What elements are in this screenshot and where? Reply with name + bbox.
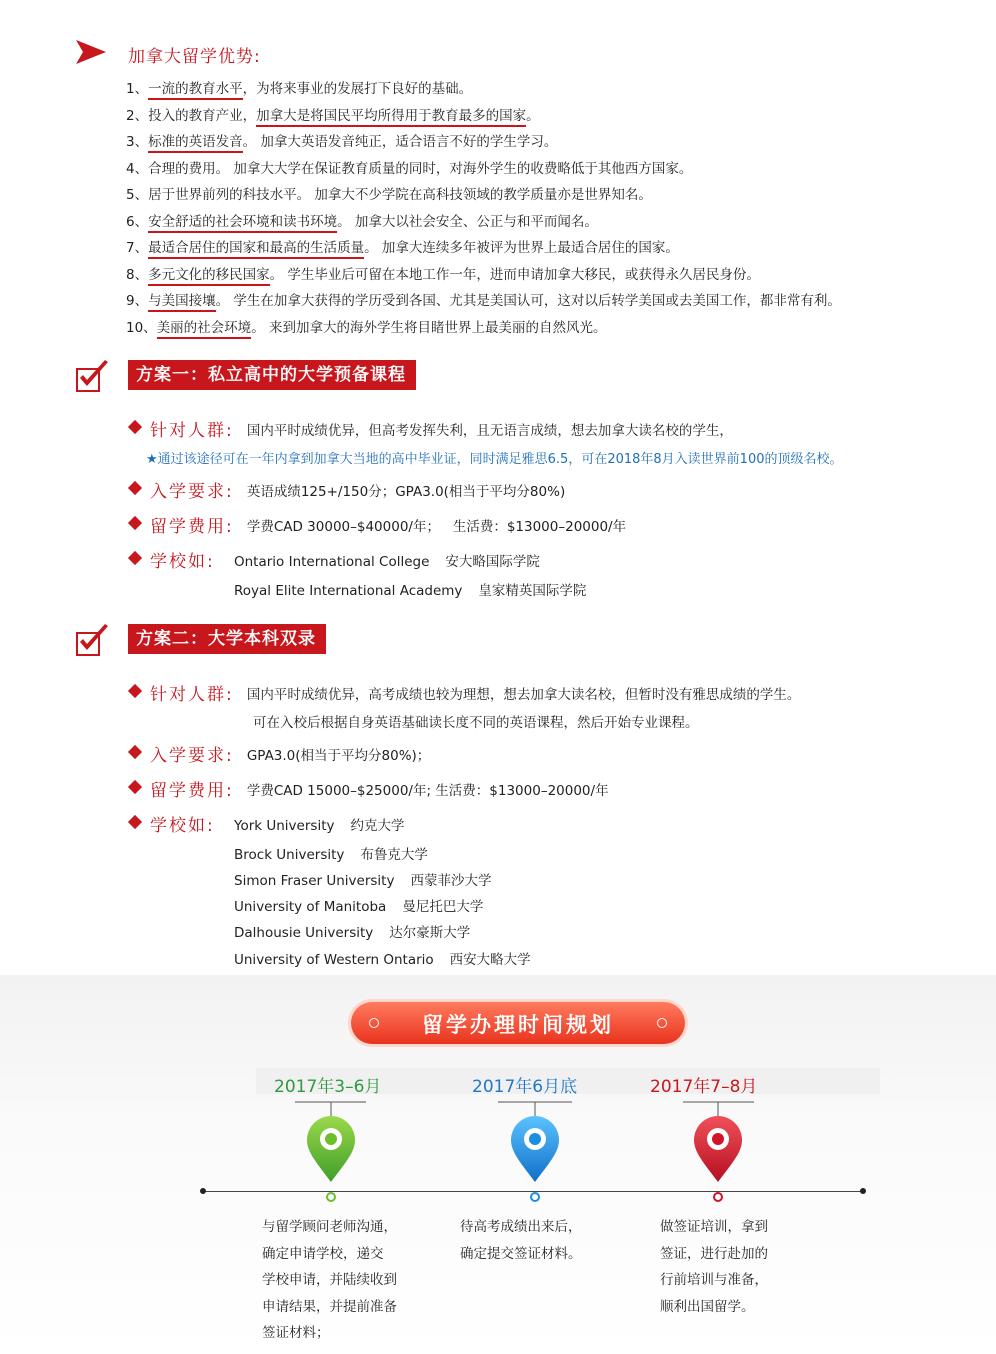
plan1-header bbox=[76, 360, 476, 396]
advantage-item bbox=[126, 184, 986, 211]
stage-desc-line: 行前培训与准备， bbox=[660, 1272, 768, 1288]
plan1-fee-text: 学费CAD 30000–$40000/年； 生活费：$13000–20000/年 bbox=[246, 518, 627, 535]
school-cn: 安大略国际学院 bbox=[445, 554, 540, 570]
advantage-rest: 。 加拿大英语发音纯正，适合语言不好的学生学习。 bbox=[242, 134, 558, 150]
advantage-highlight: 标准的英语发音 bbox=[148, 134, 243, 153]
diamond-bullet-icon bbox=[128, 419, 142, 433]
diamond-bullet-icon bbox=[128, 683, 142, 697]
plan1-target-label: 针对人群: bbox=[150, 421, 234, 441]
stage-date: 2017年7–8月 bbox=[650, 1077, 758, 1097]
plan2-school-item bbox=[234, 869, 491, 889]
plan1-req-text: 英语成绩125+/150分；GPA3.0(相当于平均分80%) bbox=[246, 483, 566, 500]
plan1-school-item bbox=[234, 579, 586, 599]
advantage-highlight: 美丽的社会环境 bbox=[157, 320, 252, 339]
school-en: University of Manitoba bbox=[234, 899, 387, 915]
stage-desc-line: 学校申请，并陆续收到 bbox=[262, 1272, 397, 1288]
advantage-highlight: 多元文化的移民国家 bbox=[148, 267, 270, 286]
plan2-target-text: 国内平时成绩优异，高考成绩也较为理想，想去加拿大读名校，但暂时没有雅思成绩的学生。 bbox=[246, 686, 801, 703]
advantage-pre: 合理的费用。 加拿大大学在保证教育质量的同时，对海外学生的收费略低于其他西方国家。 bbox=[148, 160, 693, 177]
stage-desc-line: 申请结果，并提前准备 bbox=[262, 1298, 397, 1315]
plan2-school-item bbox=[234, 921, 470, 941]
node-ring-blue bbox=[531, 1193, 539, 1201]
advantage-item bbox=[126, 158, 986, 185]
plan2-target-label: 针对人群: bbox=[150, 685, 234, 705]
school-en: Dalhousie University bbox=[234, 925, 374, 941]
stage-desc-line: 签证，进行赴加的 bbox=[660, 1245, 768, 1262]
school-cn: 皇家精英国际学院 bbox=[478, 583, 587, 599]
advantage-num: 6、 bbox=[126, 213, 149, 230]
checkbox-check-icon bbox=[76, 624, 110, 656]
advantage-item bbox=[126, 237, 986, 264]
advantage-rest: ，为将来事业的发展打下良好的基础。 bbox=[242, 81, 473, 97]
stage-desc bbox=[460, 1214, 582, 1267]
plan1-school-row bbox=[126, 547, 215, 572]
advantage-num: 4、 bbox=[126, 160, 149, 177]
node-ring-red bbox=[714, 1193, 722, 1201]
advantage-item bbox=[126, 290, 986, 317]
school-en: Royal Elite International Academy bbox=[234, 583, 463, 599]
stage-date: 2017年6月底 bbox=[472, 1077, 578, 1097]
advantage-pre: 投入的教育产业， bbox=[148, 107, 257, 124]
school-en: Brock University bbox=[234, 847, 345, 863]
school-cn: 达尔豪斯大学 bbox=[389, 925, 471, 941]
advantage-item bbox=[126, 78, 986, 105]
stage-desc bbox=[262, 1214, 397, 1347]
advantage-rest: 。 学生在加拿大获得的学历受到各国、尤其是美国认可，这对以后转学美国或去美国工作，都非常有利。 bbox=[215, 293, 841, 309]
plan2-target-row bbox=[126, 680, 800, 705]
advantage-highlight: 最适合居住的国家和最高的生活质量 bbox=[148, 240, 364, 259]
checkbox-check-icon bbox=[76, 360, 110, 392]
advantages-title: 加拿大留学优势: bbox=[128, 47, 261, 67]
plan2-target-text2: 可在入校后根据自身英语基础读长度不同的英语课程，然后开始专业课程。 bbox=[253, 715, 699, 731]
school-cn: 西蒙菲沙大学 bbox=[410, 873, 492, 889]
plan1-req-label: 入学要求: bbox=[150, 482, 234, 502]
plan2-fee-row bbox=[126, 776, 609, 801]
plan1-school-label: 学校如: bbox=[150, 552, 215, 572]
advantage-highlight: 安全舒适的社会环境和读书环境 bbox=[148, 214, 337, 233]
stage-desc-line: 与留学顾问老师沟通， bbox=[262, 1219, 397, 1235]
plan2-school-item bbox=[234, 895, 483, 915]
node-ring-green bbox=[327, 1193, 335, 1201]
plan2-school-item bbox=[234, 814, 404, 834]
advantage-num: 2、 bbox=[126, 107, 149, 124]
advantage-highlight: 加拿大是将国民平均所得用于教育最多的国家 bbox=[256, 108, 526, 127]
diamond-bullet-icon bbox=[128, 480, 142, 494]
stage-desc-line: 确定提交签证材料。 bbox=[460, 1245, 582, 1262]
advantage-rest: 。 加拿大连续多年被评为世界上最适合居住的国家。 bbox=[364, 240, 679, 256]
map-pin-icon-red bbox=[694, 1116, 742, 1182]
advantage-rest: 。 bbox=[526, 107, 540, 124]
diamond-bullet-icon bbox=[128, 515, 142, 529]
plan1-note: ★通过该途径可在一年内拿到加拿大当地的高中毕业证，同时满足雅思6.5，可在2018年8月入读世界前100的顶级名校。 bbox=[146, 452, 843, 467]
map-pin-icon-blue bbox=[511, 1116, 559, 1182]
plan2-req-row bbox=[126, 741, 430, 766]
diamond-bullet-icon bbox=[128, 814, 142, 828]
school-cn: 约克大学 bbox=[350, 818, 405, 834]
school-cn: 布鲁克大学 bbox=[360, 847, 428, 863]
plan2-header bbox=[76, 624, 376, 660]
plan2-title: 方案二：大学本科双录 bbox=[128, 624, 326, 654]
map-pin-icon-green bbox=[307, 1116, 355, 1182]
timeline-title: 留学办理时间规划 bbox=[422, 1013, 614, 1037]
plan1-target-text: 国内平时成绩优异，但高考发挥失利，且无语言成绩，想去加拿大读名校的学生， bbox=[246, 422, 733, 439]
advantage-item bbox=[126, 317, 986, 344]
advantage-rest: 。 来到加拿大的海外学生将目睹世界上最美丽的自然风光。 bbox=[251, 319, 607, 336]
school-en: Simon Fraser University bbox=[234, 873, 395, 889]
advantage-rest: 。 加拿大以社会安全、公正与和平而闻名。 bbox=[337, 213, 598, 230]
school-cn: 西安大略大学 bbox=[449, 952, 531, 968]
school-en: York University bbox=[234, 818, 335, 834]
advantage-item bbox=[126, 264, 986, 291]
plan2-school-item bbox=[234, 948, 531, 968]
advantage-num: 10、 bbox=[126, 319, 157, 336]
plan2-school-item bbox=[234, 843, 428, 863]
advantage-item bbox=[126, 131, 986, 158]
advantages-list bbox=[126, 78, 986, 343]
timeline-axis bbox=[203, 1191, 863, 1192]
plan2-school-row bbox=[126, 811, 215, 836]
ring-dot-icon bbox=[657, 1018, 667, 1028]
stage-desc-line: 签证材料； bbox=[262, 1325, 330, 1341]
school-en: Ontario International College bbox=[234, 554, 430, 570]
plan2-req-text: GPA3.0(相当于平均分80%)； bbox=[246, 747, 431, 764]
advantage-num: 7、 bbox=[126, 240, 149, 256]
advantage-num: 8、 bbox=[126, 266, 149, 283]
plan2-fee-text: 学费CAD 15000–$25000/年; 生活费：$13000–20000/年 bbox=[246, 782, 609, 799]
red-arrow-icon bbox=[76, 40, 106, 64]
advantage-rest: 。 学生毕业后可留在本地工作一年，进而申请加拿大移民，或获得永久居民身份。 bbox=[269, 266, 760, 283]
timeline-graphic bbox=[0, 1090, 996, 1205]
advantage-num: 9、 bbox=[126, 293, 149, 309]
plan2-fee-label: 留学费用: bbox=[150, 781, 234, 801]
axis-end-dot bbox=[860, 1188, 866, 1194]
plan1-school-item bbox=[234, 550, 540, 570]
advantage-highlight: 与美国接壤 bbox=[148, 293, 216, 312]
school-en: University of Western Ontario bbox=[234, 952, 434, 968]
plan1-req-row bbox=[126, 477, 565, 502]
advantage-item bbox=[126, 105, 986, 132]
advantage-num: 1、 bbox=[126, 81, 149, 97]
timeline-title-banner bbox=[351, 1002, 685, 1044]
diamond-bullet-icon bbox=[128, 779, 142, 793]
plan2-req-label: 入学要求: bbox=[150, 746, 234, 766]
axis-end-dot bbox=[200, 1188, 206, 1194]
advantage-highlight: 一流的教育水平 bbox=[148, 81, 243, 100]
stage-desc-line: 待高考成绩出来后， bbox=[460, 1219, 582, 1235]
plan1-title: 方案一：私立高中的大学预备课程 bbox=[128, 360, 416, 390]
plan1-fee-row bbox=[126, 512, 626, 537]
advantage-num: 3、 bbox=[126, 134, 149, 150]
diamond-bullet-icon bbox=[128, 744, 142, 758]
stage-date: 2017年3–6月 bbox=[274, 1077, 382, 1097]
plan1-target-row bbox=[126, 416, 733, 441]
advantage-item bbox=[126, 211, 986, 238]
stage-desc-line: 确定申请学校，递交 bbox=[262, 1245, 384, 1262]
stage-desc-line: 做签证培训，拿到 bbox=[660, 1219, 768, 1235]
plan2-school-label: 学校如: bbox=[150, 816, 215, 836]
plan1-fee-label: 留学费用: bbox=[150, 517, 234, 537]
stage-desc bbox=[660, 1214, 768, 1320]
advantage-pre: 居于世界前列的科技水平。 加拿大不少学院在高科技领域的教学质量亦是世界知名。 bbox=[148, 187, 652, 203]
stage-desc-line: 顺利出国留学。 bbox=[660, 1298, 755, 1315]
school-cn: 曼尼托巴大学 bbox=[402, 899, 484, 915]
advantage-num: 5、 bbox=[126, 187, 149, 203]
diamond-bullet-icon bbox=[128, 550, 142, 564]
